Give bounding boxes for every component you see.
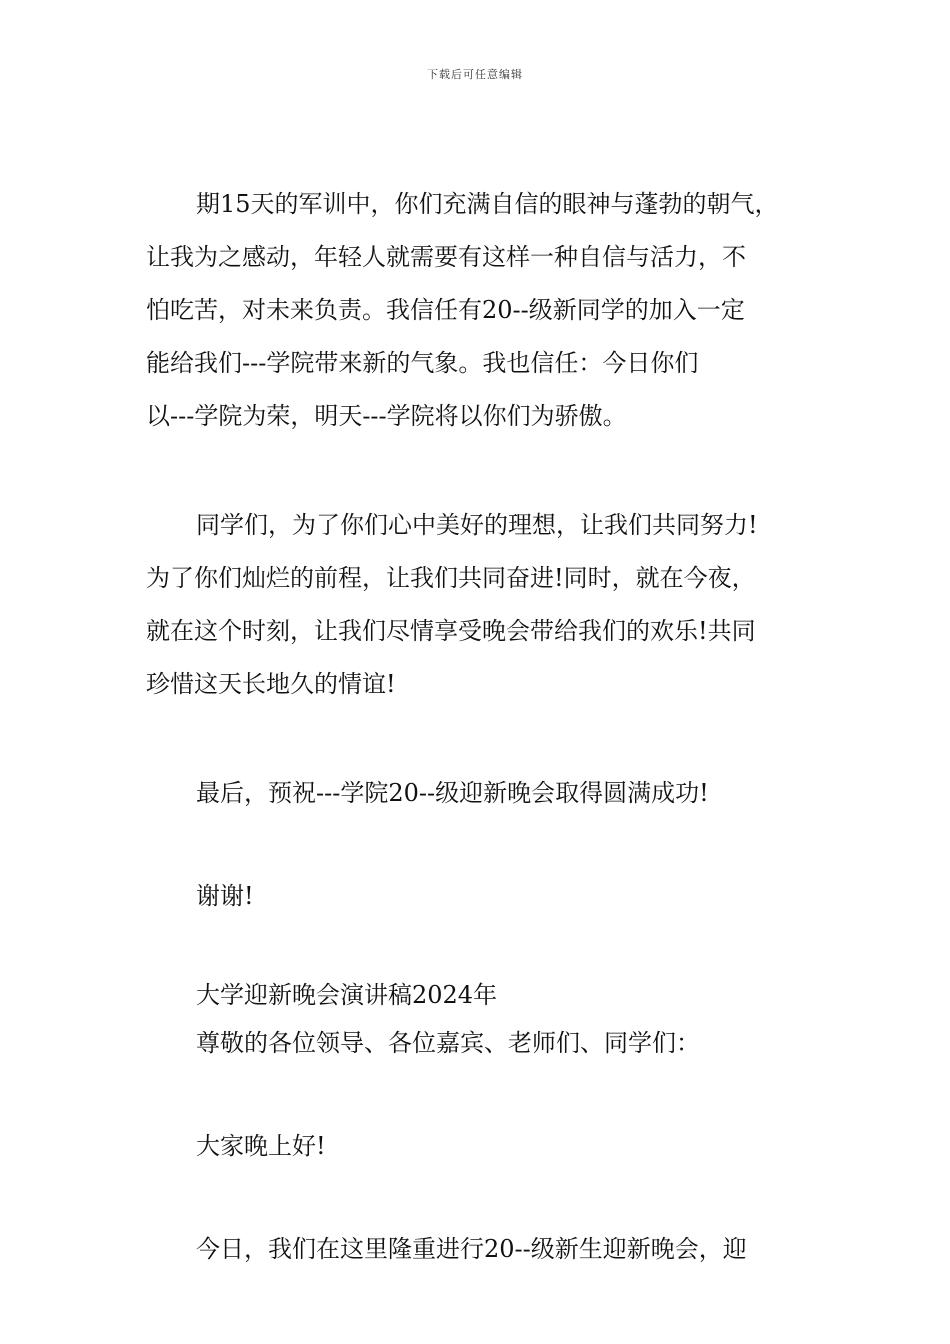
paragraph-line: 期15天的军训中，你们充满自信的眼神与蓬勃的朝气， [196, 190, 779, 218]
paragraph-line: 让我为之感动，年轻人就需要有这样一种自信与活力，不 [146, 243, 746, 271]
paragraph-line: 为了你们灿烂的前程，让我们共同奋进!同时，就在今夜， [146, 564, 756, 592]
paragraph-line: 就在这个时刻，让我们尽情享受晚会带给我们的欢乐!共同 [146, 617, 756, 645]
spacer [146, 1070, 814, 1120]
paragraph-thanks: 谢谢! [196, 882, 254, 910]
paragraph-line: 能给我们---学院带来新的气象。我也信任：今日你们 [146, 349, 699, 377]
section-title: 大学迎新晚会演讲稿2024年 [196, 981, 498, 1009]
spacer [146, 923, 814, 973]
spacer [146, 711, 814, 767]
spacer [146, 1173, 814, 1223]
salutation: 尊敬的各位领导、各位嘉宾、老师们、同学们： [196, 1029, 700, 1057]
spacer [146, 443, 814, 499]
greeting: 大家晚上好! [196, 1132, 326, 1160]
paragraph-line: 以---学院为荣，明天---学院将以你们为骄傲。 [146, 402, 627, 430]
document-body [146, 178, 814, 1276]
paragraph-opening: 今日，我们在这里隆重进行20--级新生迎新晚会，迎 [196, 1235, 747, 1263]
paragraph-encouragement [146, 499, 814, 711]
paragraph-line: 珍惜这天长地久的情谊! [146, 670, 396, 698]
spacer [146, 820, 814, 870]
paragraph-line: 怕吃苦，对未来负责。我信任有20--级新同学的加入一定 [146, 296, 745, 324]
paragraph-line: 同学们，为了你们心中美好的理想，让我们共同努力! [196, 511, 758, 539]
paragraph-military-training [146, 178, 814, 443]
header-note: 下载后可任意编辑 [427, 68, 523, 81]
paragraph-closing-wish: 最后，预祝---学院20--级迎新晚会取得圆满成功! [196, 779, 709, 807]
